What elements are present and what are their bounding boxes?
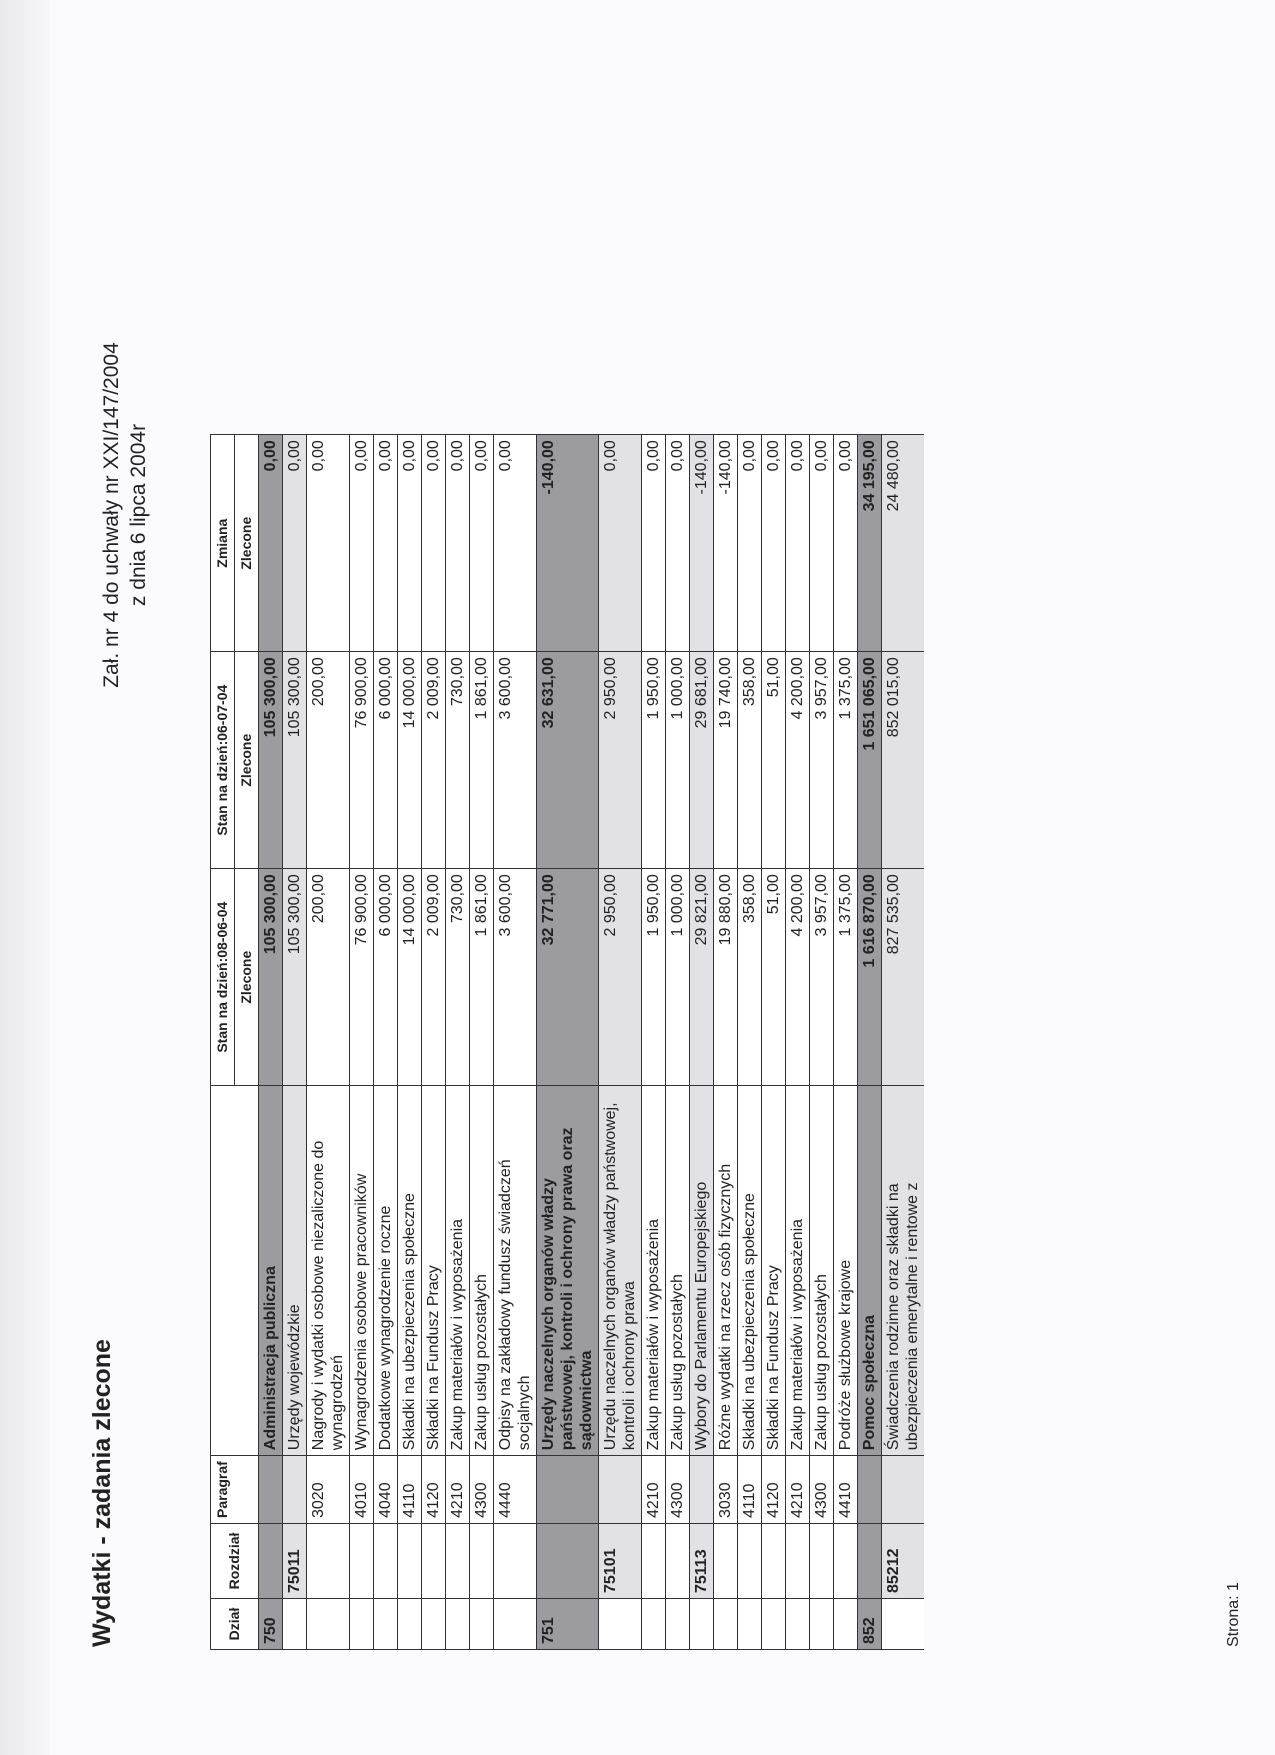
cell-stan-1: 730,00 (446, 869, 470, 1086)
cell-paragraf (259, 1456, 283, 1524)
cell-paragraf (283, 1456, 307, 1524)
cell-stan-2: 1 950,00 (642, 652, 666, 869)
cell-stan-2: 51,00 (762, 652, 786, 869)
cell-stan-2: 105 300,00 (283, 652, 307, 869)
resolution-date: z dnia 6 lipca 2004r (127, 423, 150, 607)
cell-name: Świadczenia rodzinne oraz składki na ubezpieczenia emerytalne i rentowe z (882, 1086, 925, 1456)
cell-paragraf: 4040 (374, 1456, 398, 1524)
cell-dzial (738, 1599, 762, 1650)
cell-stan-1: 2 009,00 (422, 869, 446, 1086)
cell-name: Składki na Fundusz Pracy (762, 1086, 786, 1456)
resolution-number: Zał. nr 4 do uchwały nr XXI/147/2004 (100, 342, 123, 688)
table-row (599, 435, 642, 1650)
cell-name: Urzędy wojewódzkie (283, 1086, 307, 1456)
table-row (762, 435, 786, 1650)
cell-rozdzial (446, 1524, 470, 1599)
table-row (738, 435, 762, 1650)
cell-stan-1: 19 880,00 (714, 869, 738, 1086)
table-row (666, 435, 690, 1650)
cell-stan-2: 1 000,00 (666, 652, 690, 869)
cell-name: Pomoc społeczna (858, 1086, 882, 1456)
cell-name: Zakup usług pozostałych (470, 1086, 494, 1456)
cell-zmiana: 34 195,00 (858, 435, 882, 652)
cell-dzial (470, 1599, 494, 1650)
cell-paragraf: 4120 (762, 1456, 786, 1524)
cell-zmiana: -140,00 (537, 435, 599, 652)
table-row (283, 435, 307, 1650)
cell-dzial (494, 1599, 537, 1650)
cell-zmiana: 0,00 (642, 435, 666, 652)
cell-zmiana: 0,00 (762, 435, 786, 652)
cell-stan-2: 4 200,00 (786, 652, 810, 869)
cell-rozdzial (374, 1524, 398, 1599)
cell-zmiana: 0,00 (350, 435, 374, 652)
cell-dzial (283, 1599, 307, 1650)
cell-stan-1: 3 600,00 (494, 869, 537, 1086)
cell-stan-2: 105 300,00 (259, 652, 283, 869)
cell-stan-1: 51,00 (762, 869, 786, 1086)
cell-stan-2: 2 950,00 (599, 652, 642, 869)
cell-stan-2: 2 009,00 (422, 652, 446, 869)
cell-zmiana: 0,00 (283, 435, 307, 652)
table-row (642, 435, 666, 1650)
cell-paragraf (858, 1456, 882, 1524)
cell-paragraf: 4210 (446, 1456, 470, 1524)
cell-paragraf: 4010 (350, 1456, 374, 1524)
header-stan-2: Stan na dzień:06-07-04 (211, 652, 235, 869)
cell-rozdzial (422, 1524, 446, 1599)
cell-stan-2: 14 000,00 (398, 652, 422, 869)
header-name-column (211, 1086, 259, 1456)
cell-dzial (882, 1599, 925, 1650)
cell-name: Wybory do Parlamentu Europejskiego (690, 1086, 714, 1456)
cell-stan-2: 29 681,00 (690, 652, 714, 869)
cell-rozdzial (350, 1524, 374, 1599)
cell-paragraf: 4300 (666, 1456, 690, 1524)
cell-paragraf: 4410 (834, 1456, 858, 1524)
subheader-zlecone-1: Zlecone (235, 869, 259, 1086)
cell-dzial: 750 (259, 1599, 283, 1650)
cell-zmiana: 0,00 (422, 435, 446, 652)
cell-paragraf: 4120 (422, 1456, 446, 1524)
cell-rozdzial (494, 1524, 537, 1599)
cell-stan-1: 827 535,00 (882, 869, 925, 1086)
cell-dzial (642, 1599, 666, 1650)
cell-stan-1: 1 000,00 (666, 869, 690, 1086)
cell-paragraf: 4210 (642, 1456, 666, 1524)
cell-paragraf: 4300 (810, 1456, 834, 1524)
cell-dzial (599, 1599, 642, 1650)
cell-dzial (666, 1599, 690, 1650)
header-stan-1: Stan na dzień:08-06-04 (211, 869, 235, 1086)
cell-stan-1: 1 375,00 (834, 869, 858, 1086)
cell-rozdzial: 75101 (599, 1524, 642, 1599)
budget-table (210, 434, 924, 1650)
cell-paragraf (537, 1456, 599, 1524)
cell-stan-2: 1 861,00 (470, 652, 494, 869)
cell-zmiana: 24 480,00 (882, 435, 925, 652)
table-row (882, 435, 925, 1650)
cell-rozdzial (762, 1524, 786, 1599)
table-body (259, 435, 925, 1650)
cell-zmiana: 0,00 (786, 435, 810, 652)
header-zmiana: Zmiana (211, 435, 235, 652)
cell-name: Różne wydatki na rzecz osób fizycznych (714, 1086, 738, 1456)
cell-rozdzial (714, 1524, 738, 1599)
cell-paragraf (882, 1456, 925, 1524)
table-row (398, 435, 422, 1650)
subheader-zlecone-3: Zlecone (235, 435, 259, 652)
cell-name: Nagrody i wydatki osobowe niezaliczone do wynagrodzeń (307, 1086, 350, 1456)
cell-name: Odpisy na zakładowy fundusz świadczeń socjalnych (494, 1086, 537, 1456)
cell-stan-2: 32 631,00 (537, 652, 599, 869)
cell-rozdzial (537, 1524, 599, 1599)
cell-stan-2: 6 000,00 (374, 652, 398, 869)
cell-stan-2: 200,00 (307, 652, 350, 869)
cell-rozdzial (738, 1524, 762, 1599)
cell-rozdzial (666, 1524, 690, 1599)
cell-name: Zakup usług pozostałych (810, 1086, 834, 1456)
cell-name: Podróże służbowe krajowe (834, 1086, 858, 1456)
cell-rozdzial (834, 1524, 858, 1599)
table-row (690, 435, 714, 1650)
cell-rozdzial (858, 1524, 882, 1599)
cell-stan-1: 29 821,00 (690, 869, 714, 1086)
cell-zmiana: 0,00 (810, 435, 834, 652)
cell-stan-2: 76 900,00 (350, 652, 374, 869)
cell-stan-1: 3 957,00 (810, 869, 834, 1086)
cell-stan-1: 105 300,00 (259, 869, 283, 1086)
cell-name: Zakup materiałów i wyposażenia (642, 1086, 666, 1456)
table-row (422, 435, 446, 1650)
cell-zmiana: 0,00 (374, 435, 398, 652)
cell-name: Urzędu naczelnych organów władzy państwowej, kontroli i ochrony prawa (599, 1086, 642, 1456)
table-row (446, 435, 470, 1650)
cell-paragraf: 3020 (307, 1456, 350, 1524)
header-paragraf: Paragraf (211, 1456, 259, 1524)
cell-stan-1: 105 300,00 (283, 869, 307, 1086)
cell-zmiana: -140,00 (714, 435, 738, 652)
cell-rozdzial: 85212 (882, 1524, 925, 1599)
header-dzial: Dział (211, 1599, 259, 1650)
cell-stan-2: 730,00 (446, 652, 470, 869)
table-row (259, 435, 283, 1650)
table-row (858, 435, 882, 1650)
table-row (834, 435, 858, 1650)
cell-zmiana: 0,00 (834, 435, 858, 652)
cell-rozdzial (642, 1524, 666, 1599)
cell-name: Dodatkowe wynagrodzenie roczne (374, 1086, 398, 1456)
cell-paragraf: 4440 (494, 1456, 537, 1524)
table-row (350, 435, 374, 1650)
cell-stan-2: 1 375,00 (834, 652, 858, 869)
cell-stan-2: 1 651 065,00 (858, 652, 882, 869)
cell-stan-1: 14 000,00 (398, 869, 422, 1086)
cell-rozdzial (786, 1524, 810, 1599)
cell-paragraf: 4300 (470, 1456, 494, 1524)
cell-dzial (350, 1599, 374, 1650)
cell-name: Składki na ubezpieczenia społeczne (738, 1086, 762, 1456)
cell-stan-2: 852 015,00 (882, 652, 925, 869)
table-row (714, 435, 738, 1650)
cell-stan-2: 3 600,00 (494, 652, 537, 869)
table-row (537, 435, 599, 1650)
cell-dzial: 751 (537, 1599, 599, 1650)
cell-zmiana: 0,00 (666, 435, 690, 652)
cell-zmiana: 0,00 (470, 435, 494, 652)
table-row (810, 435, 834, 1650)
page-title: Wydatki - zadania zlecone (88, 1339, 116, 1647)
cell-rozdzial (398, 1524, 422, 1599)
cell-stan-1: 2 950,00 (599, 869, 642, 1086)
cell-paragraf: 4110 (398, 1456, 422, 1524)
cell-name: Urzędy naczelnych organów władzy państwowej, kontroli i ochrony prawa oraz sądownictwa (537, 1086, 599, 1456)
cell-zmiana: -140,00 (690, 435, 714, 652)
cell-zmiana: 0,00 (259, 435, 283, 652)
cell-name: Zakup usług pozostałych (666, 1086, 690, 1456)
cell-paragraf (599, 1456, 642, 1524)
cell-stan-1: 76 900,00 (350, 869, 374, 1086)
cell-name: Składki na ubezpieczenia społeczne (398, 1086, 422, 1456)
cell-name: Składki na Fundusz Pracy (422, 1086, 446, 1456)
cell-dzial (786, 1599, 810, 1650)
cell-paragraf (690, 1456, 714, 1524)
cell-dzial (714, 1599, 738, 1650)
cell-dzial (762, 1599, 786, 1650)
cell-name: Wynagrodzenia osobowe pracowników (350, 1086, 374, 1456)
cell-rozdzial: 75011 (283, 1524, 307, 1599)
cell-stan-1: 32 771,00 (537, 869, 599, 1086)
cell-stan-1: 1 616 870,00 (858, 869, 882, 1086)
cell-zmiana: 0,00 (738, 435, 762, 652)
cell-paragraf: 4210 (786, 1456, 810, 1524)
cell-stan-1: 6 000,00 (374, 869, 398, 1086)
cell-stan-2: 3 957,00 (810, 652, 834, 869)
cell-rozdzial (810, 1524, 834, 1599)
cell-zmiana: 0,00 (599, 435, 642, 652)
cell-paragraf: 4110 (738, 1456, 762, 1524)
cell-dzial (374, 1599, 398, 1650)
cell-stan-1: 358,00 (738, 869, 762, 1086)
cell-rozdzial (307, 1524, 350, 1599)
table-row (494, 435, 537, 1650)
cell-rozdzial: 75113 (690, 1524, 714, 1599)
cell-zmiana: 0,00 (446, 435, 470, 652)
cell-dzial (446, 1599, 470, 1650)
cell-dzial (398, 1599, 422, 1650)
cell-stan-2: 358,00 (738, 652, 762, 869)
cell-dzial (307, 1599, 350, 1650)
header-rozdzial: Rozdział (211, 1524, 259, 1599)
table-row (307, 435, 350, 1650)
cell-stan-1: 200,00 (307, 869, 350, 1086)
cell-stan-1: 1 861,00 (470, 869, 494, 1086)
cell-stan-1: 4 200,00 (786, 869, 810, 1086)
table-row (470, 435, 494, 1650)
cell-zmiana: 0,00 (494, 435, 537, 652)
cell-name: Administracja publiczna (259, 1086, 283, 1456)
cell-rozdzial (470, 1524, 494, 1599)
cell-dzial: 852 (858, 1599, 882, 1650)
resolution-reference (98, 235, 152, 795)
cell-stan-2: 19 740,00 (714, 652, 738, 869)
subheader-zlecone-2: Zlecone (235, 652, 259, 869)
cell-dzial (834, 1599, 858, 1650)
cell-rozdzial (259, 1524, 283, 1599)
cell-stan-1: 1 950,00 (642, 869, 666, 1086)
cell-paragraf: 3030 (714, 1456, 738, 1524)
page-number: Strona: 1 (1225, 1582, 1242, 1647)
cell-zmiana: 0,00 (307, 435, 350, 652)
cell-name: Zakup materiałów i wyposażenia (786, 1086, 810, 1456)
cell-dzial (422, 1599, 446, 1650)
cell-dzial (810, 1599, 834, 1650)
table-row (786, 435, 810, 1650)
cell-name: Zakup materiałów i wyposażenia (446, 1086, 470, 1456)
cell-dzial (690, 1599, 714, 1650)
table-row (374, 435, 398, 1650)
cell-zmiana: 0,00 (398, 435, 422, 652)
